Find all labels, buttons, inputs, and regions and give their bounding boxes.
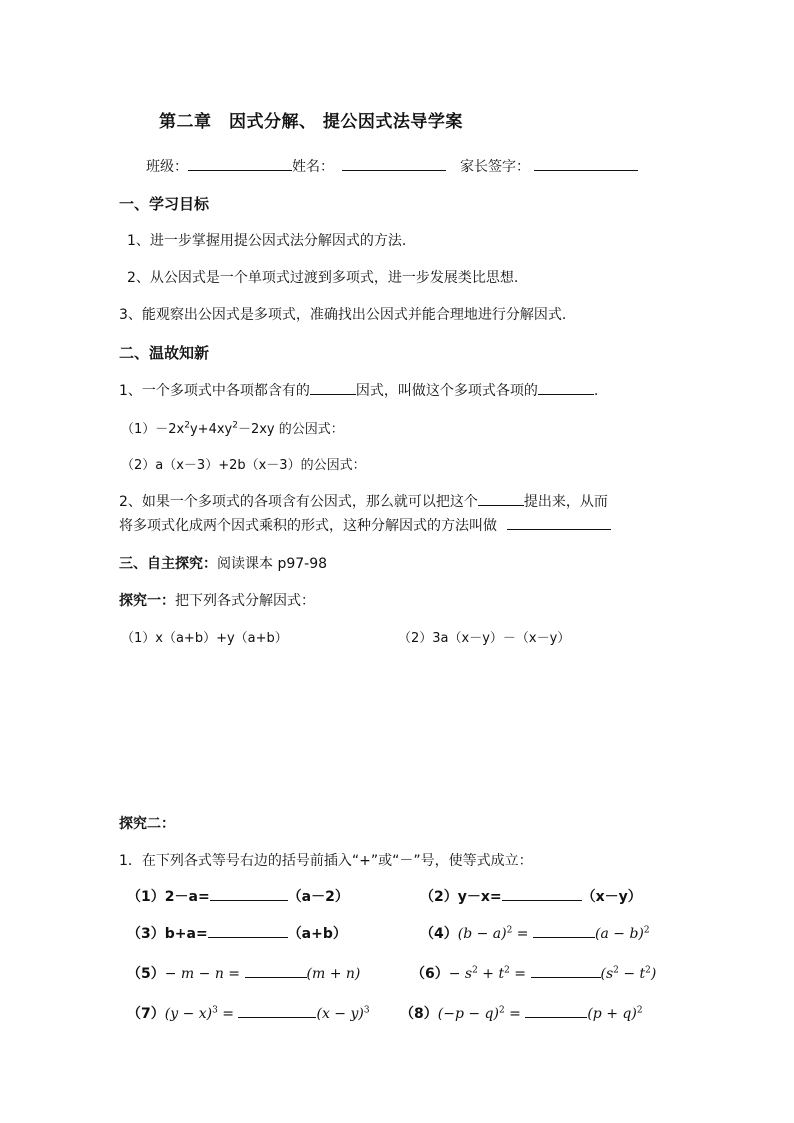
goal-2: 2、从公因式是一个单项式过渡到多项式，进一步发展类比思想. xyxy=(127,270,519,286)
item-lhs: − m − n xyxy=(164,966,224,982)
item-rhs-exp: 2 xyxy=(643,925,650,936)
item-lhs: − s xyxy=(448,966,473,982)
exercise-item-4 xyxy=(420,923,650,943)
section2-heading: 二、温故知新 xyxy=(119,344,210,362)
item-lhs-exp: 2 xyxy=(498,1005,505,1016)
section1-heading: 一、学习目标 xyxy=(119,195,210,213)
item-lhs: (−p − q) xyxy=(437,1006,499,1022)
item-rhs-exp-2: 2 xyxy=(645,965,651,976)
item-rhs: (p + q) xyxy=(587,1006,637,1022)
section3-note: 阅读课本 p97-98 xyxy=(217,556,328,572)
item-number: （7） xyxy=(127,1006,165,1022)
header-fields xyxy=(146,156,638,176)
q2-text-a: 2、如果一个多项式的各项含有公因式，那么就可以把这个 xyxy=(119,494,478,510)
item-number: （6） xyxy=(411,966,449,982)
item-1-blank[interactable] xyxy=(210,886,288,901)
item-5-blank[interactable] xyxy=(245,963,307,978)
explore-1-text: 把下列各式分解因式： xyxy=(175,593,315,609)
item-lhs-exp: 3 xyxy=(212,1005,218,1016)
sub-question-2: （2）a（x－3）+2b（x－3）的公因式： xyxy=(121,458,366,473)
item-7-blank[interactable] xyxy=(238,1003,316,1018)
item-number: （8） xyxy=(400,1006,438,1022)
item-number: （4） xyxy=(420,926,458,942)
explore-1-label: 探究一： xyxy=(119,593,175,609)
class-blank[interactable] xyxy=(188,156,292,171)
exercise-item-3 xyxy=(127,923,347,943)
q1-blank-2[interactable] xyxy=(538,380,594,395)
item-lhs: b+a= xyxy=(164,926,208,942)
item-number: （5） xyxy=(127,966,165,982)
q2-blank-1[interactable] xyxy=(478,491,524,506)
item-eq: = xyxy=(217,1006,239,1022)
item-rhs: （x－y） xyxy=(581,889,642,905)
item-lhs-exp-2: 2 xyxy=(504,965,510,976)
exercise-item-6 xyxy=(411,963,656,983)
item-4-blank[interactable] xyxy=(533,923,595,938)
item-rhs: (a − b) xyxy=(595,926,644,942)
explore-2-instruction: 1．在下列各式等号右边的括号前插入“+”或“－”号，使等式成立： xyxy=(119,853,533,869)
q1-text-b: 因式，叫做这个多项式各项的 xyxy=(355,383,538,399)
item-eq: = xyxy=(504,1006,526,1022)
sub-question-1 xyxy=(121,418,344,437)
exercise-item-8 xyxy=(400,1003,643,1023)
item-rhs: (m + n) xyxy=(306,966,361,982)
section3-heading: 三、自主探究： xyxy=(119,556,217,572)
sub1-mid2: －2xy 的公因式： xyxy=(237,422,344,437)
sub1-prefix: （1）－2x xyxy=(121,422,185,437)
item-rhs-2: − t xyxy=(618,966,646,982)
q1-text-c: . xyxy=(593,383,599,399)
item-rhs: (x − y) xyxy=(316,1006,364,1022)
item-eq: = xyxy=(512,926,533,942)
question-1 xyxy=(119,380,598,400)
exercise-item-2 xyxy=(420,886,642,906)
sub1-exp-2: 2 xyxy=(232,420,238,431)
q1-blank-1[interactable] xyxy=(310,380,356,395)
goal-3: 3、能观察出公因式是多项式，准确找出公因式并能合理地进行分解因式. xyxy=(119,307,567,323)
exercise-item-1 xyxy=(127,886,349,906)
q2-blank-2[interactable] xyxy=(507,515,611,530)
class-label: 班级： xyxy=(146,159,188,175)
item-6-blank[interactable] xyxy=(531,963,601,978)
item-eq: = xyxy=(223,966,245,982)
exercise-item-7 xyxy=(127,1003,370,1023)
item-rhs-exp: 3 xyxy=(363,1005,370,1016)
q2-text-b: 提出来，从而 xyxy=(523,494,608,510)
item-lhs: (b − a) xyxy=(457,926,507,942)
exercise-item-5 xyxy=(127,963,360,983)
item-2-blank[interactable] xyxy=(502,886,582,901)
item-number: （1） xyxy=(127,889,165,905)
sub1-mid1: y+4xy xyxy=(189,422,233,437)
item-number: （3） xyxy=(127,926,165,942)
section3-heading-line xyxy=(119,553,327,573)
item-lhs-exp: 2 xyxy=(506,925,513,936)
question-2-line-2 xyxy=(119,515,611,535)
parent-signature-blank[interactable] xyxy=(534,156,638,171)
explore-1-item-2: （2）3a（x－y）－（x－y） xyxy=(398,631,571,646)
sub1-exp-1: 2 xyxy=(184,420,190,431)
item-lhs-2: + t xyxy=(477,966,505,982)
item-number: （2） xyxy=(420,889,458,905)
item-3-blank[interactable] xyxy=(208,923,288,938)
goal-1: 1、进一步掌握用提公因式法分解因式的方法. xyxy=(127,233,407,249)
q1-text-a: 1、一个多项式中各项都含有的 xyxy=(119,383,310,399)
explore-1-line xyxy=(119,590,315,610)
item-rhs-exp: 2 xyxy=(613,965,619,976)
page-title: 第二章 因式分解、 提公因式法导学案 xyxy=(159,112,463,132)
name-label: 姓名： xyxy=(292,159,334,175)
item-rhs: （a+b） xyxy=(287,926,347,942)
item-rhs-3: ) xyxy=(650,966,657,982)
parent-label: 家长签字： xyxy=(460,159,530,175)
item-lhs: y－x= xyxy=(457,889,502,905)
item-rhs: （a－2） xyxy=(287,889,349,905)
item-rhs: (s xyxy=(600,966,614,982)
explore-2-label: 探究二： xyxy=(119,816,175,832)
item-eq: = xyxy=(509,966,531,982)
item-rhs-exp: 2 xyxy=(636,1005,643,1016)
item-lhs-exp: 2 xyxy=(472,965,478,976)
item-8-blank[interactable] xyxy=(525,1003,587,1018)
question-2-line-1 xyxy=(119,491,608,511)
q2-line2-text: 将多项式化成两个因式乘积的形式，这种分解因式的方法叫做 xyxy=(119,518,497,534)
explore-1-item-1: （1）x（a+b）+y（a+b） xyxy=(121,631,288,646)
item-lhs: 2－a= xyxy=(164,889,210,905)
name-blank[interactable] xyxy=(342,156,446,171)
item-lhs: (y − x) xyxy=(164,1006,213,1022)
